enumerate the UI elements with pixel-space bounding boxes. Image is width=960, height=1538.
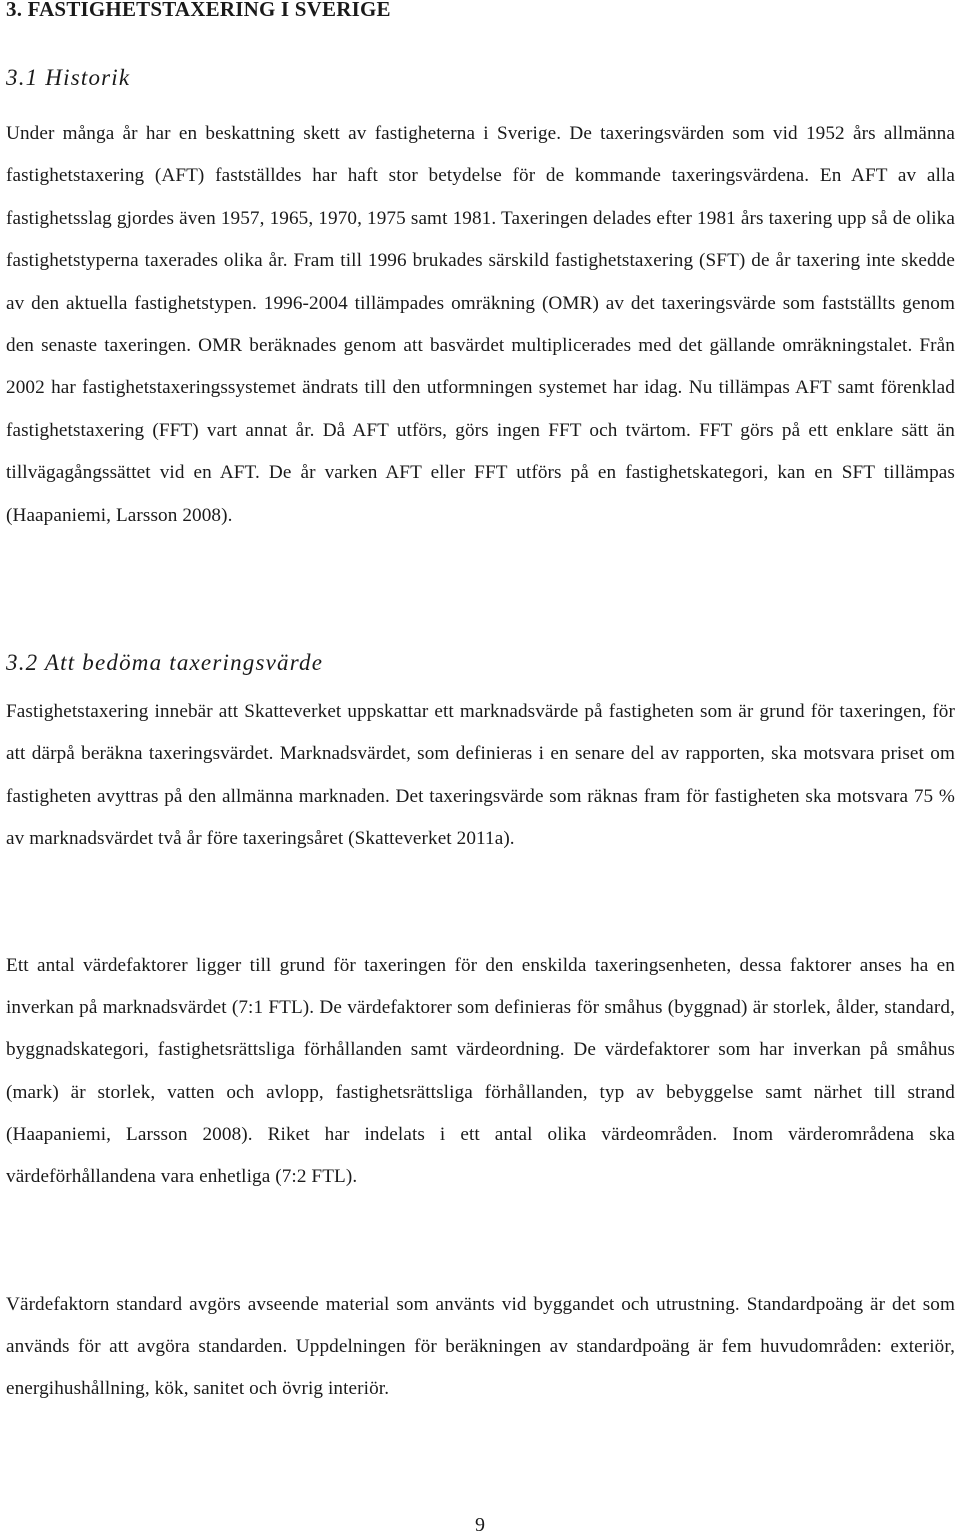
paragraph-historik: Under många år har en beskattning skett av fastigheterna i Sverige. De taxeringsvärden som vid 1952 års allmänna fastighetstaxering (AFT) fastställdes har haft stor betydelse för de kommande taxeringsvärdena. En AFT av alla fastighetsslag gjordes även 1957, 1965, 1970, 1975 samt 1981. Taxeringen delades efter 1981 års taxering upp så de olika fastighetstyperna taxerades olika år. Fram till 1996 brukades särskild fastighetstaxering (SFT) de år taxering inte skedde av den aktuella fastighetstypen. 1996-2004 tillämpades omräkning (OMR) av det taxeringsvärde som fastställts genom den senaste taxeringen. OMR beräknades genom att basvärdet multiplicerades med det gällande omräkningstalet. Från 2002 har fastighetstaxeringssystemet ändrats till den utformningen systemet har idag. Nu tillämpas AFT samt förenklad fastighetstaxering (FFT) vart annat år. Då AFT utförs, görs ingen FFT och tvärtom. FFT görs på ett enklare sätt än tillvägagångssättet vid en AFT. De år varken AFT eller FFT utförs på en fastighetskategori, kan en SFT tillämpas (Haapaniemi, Larsson 2008).	[6, 123, 955, 526]
paragraph-standard: Värdefaktorn standard avgörs avseende material som använts vid byggandet och utrustning. Standardpoäng är det som används för att avgöra standarden. Uppdelningen för beräkningen av standardpoäng är fem huvudområden: exteriör, energihushållning, kök, sanitet och övrig interiör.	[6, 1294, 955, 1400]
page-number: 9	[475, 1514, 485, 1536]
section-heading-historik: 3.1 Historik	[6, 65, 131, 90]
paragraph-fastighetstaxering: Fastighetstaxering innebär att Skatteverket uppskattar ett marknadsvärde på fastigheten som är grund för taxeringen, för att därpå beräkna taxeringsvärdet. Marknadsvärdet, som definieras i en senare del av rapporten, ska motsvara priset om fastigheten avyttras på den allmänna marknaden. Det taxeringsvärde som räknas fram för fastigheten ska motsvara 75 % av marknadsvärdet två år före taxeringsåret (Skatteverket 2011a).	[6, 701, 955, 850]
section-heading-att-bedoma: 3.2 Att bedöma taxeringsvärde	[6, 650, 324, 675]
chapter-title: 3. FASTIGHETSTAXERING I SVERIGE	[6, 0, 391, 21]
paragraph-vardefaktorer: Ett antal värdefaktorer ligger till grund för taxeringen för den enskilda taxeringsenheten, dessa faktorer anses ha en inverkan på marknadsvärdet (7:1 FTL). De värdefaktorer som definieras för småhus (byggnad) är storlek, ålder, standard, byggnadskategori, fastighetsrättsliga förhållanden samt värdeordning. De värdefaktorer som har inverkan på småhus (mark) är storlek, vatten och avlopp, fastighetsrättsliga förhållanden, typ av bebyggelse samt närhet till strand (Haapaniemi, Larsson 2008). Riket har indelats i ett antal olika värdeområden. Inom värderområdena ska värdeförhållandena vara enhetliga (7:2 FTL).	[6, 955, 955, 1188]
